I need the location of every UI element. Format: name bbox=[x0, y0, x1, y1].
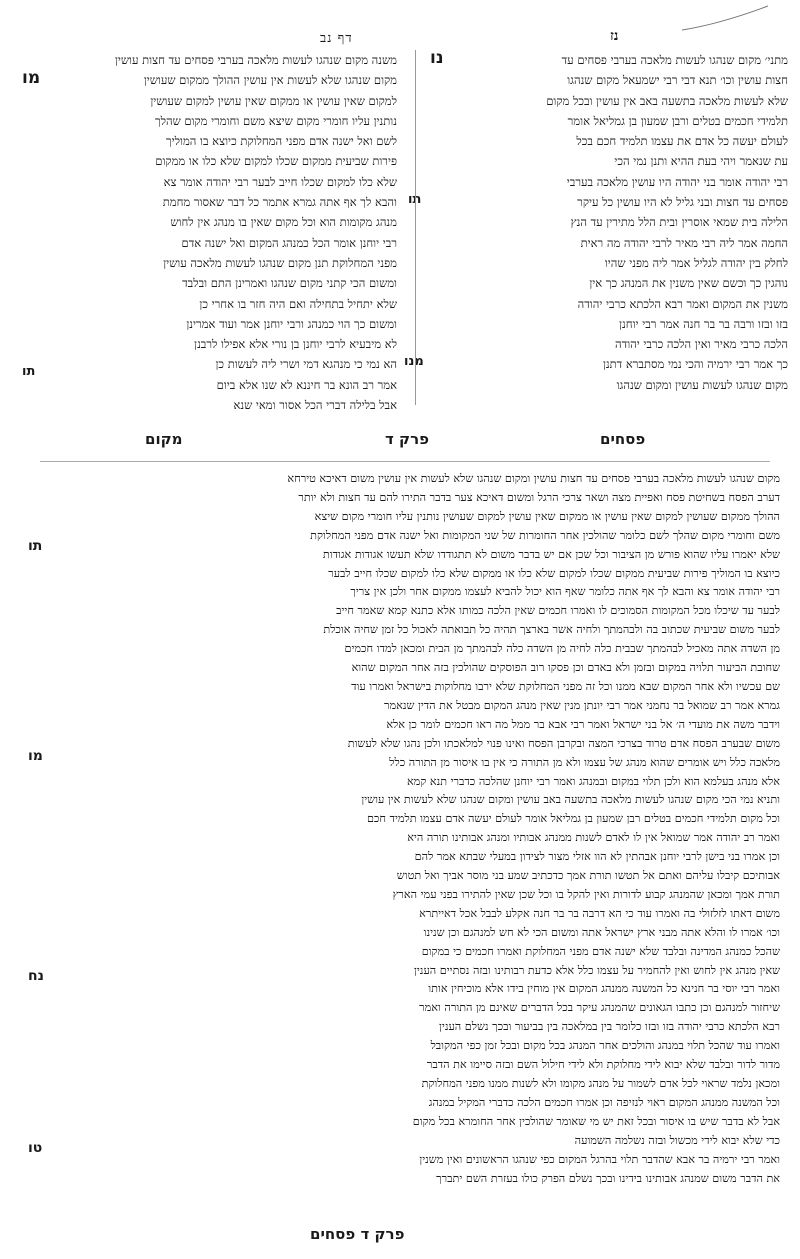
commentary-line: ואמר רבי יוסי בר חנינא כל המשנה ממנהג המקום אין מוחין בידו אלא מוכיחין אותו bbox=[428, 982, 780, 996]
commentary-line: ההולך ממקום שעושין למקום שאין עושין או ממקום שאין עושין למקום שעושין נותנין עליו חומרי מקום שיצא bbox=[314, 509, 780, 523]
section-heading-row bbox=[0, 430, 800, 456]
text-line: הלילה בית שמאי אוסרין ובית הלל מתירין עד הנץ bbox=[570, 215, 788, 230]
commentary-marker-3: נח bbox=[28, 968, 44, 984]
commentary-line: לבער עד שיכלו מכל המקומות הסמוכים לו ואמרו חכמים שאין הלכה כמותו אלא כתנא קמא שאמר חייב bbox=[336, 604, 780, 618]
text-line: מקום שנהגו לעשות עושין ומקום שנהגו bbox=[616, 377, 788, 392]
text-line: ומשום כך הוי כמנהג ורבי יוחנן אמר ועוד אמרינן bbox=[186, 316, 397, 331]
commentary-line: ואמר רב יהודה אמר שמואל אין לו לאדם לשנות ממנהג אבותיו ומנהג אבותינו תורה היא bbox=[407, 831, 780, 845]
commentary-line: את הדבר משום שמנהג אבותינו בידינו ובכך נשלם הפרק כולו בעזרת השם יתברך bbox=[436, 1171, 780, 1185]
text-line: לא מיבעיא לרבי יוחנן בן נורי אלא אפילו לרבנן bbox=[194, 337, 397, 352]
commentary-line: שהכל כמנהג המדינה ובלבד שלא ישנה אדם מפני המחלוקת ואמרו חכמים כי במקום bbox=[421, 944, 780, 958]
commentary-line: תורת אמך ומכאן שהמנהג קבוע לדורות ואין להקל בו וכל שכן שאין להתירו בפני עמי הארץ bbox=[392, 887, 780, 901]
text-line: מתני׳ מקום שנהגו לעשות מלאכה בערבי פסחים עד bbox=[561, 53, 788, 67]
commentary-line: ואמרו עוד שהכל תלוי במנהג והולכים אחר המנהג בכל מקום ובכל זמן כפי המקובל bbox=[430, 1039, 780, 1053]
text-line: אמר רב הונא בר חיננא לא שנו אלא ביום bbox=[216, 377, 397, 392]
commentary-line: מדור לדור ובלבד שלא יבוא לידי מחלוקת ולא לידי חילול השם ובזה סיימו את הדבר bbox=[426, 1058, 780, 1072]
commentary-line: דערב הפסח בשחיטת פסח ואפיית מצה ושאר צרכי הרגל ומשום דאיכא צער בדבר התירו להם עד חצות ולא יותר bbox=[298, 490, 780, 504]
text-line: תלמידי חכמים בטלים ורבן שמעון בן גמליאל אומר bbox=[567, 113, 788, 128]
commentary-line: גמרא אמר רב שמואל בר נחמני אמר רבי יונתן מנין שאין מנהג המקום מבטל את הדין שנאמר bbox=[384, 698, 780, 712]
side-marker-left-bottom: תו bbox=[22, 364, 36, 379]
commentary-line: שחובת הביעור תלויה במקום ובזמן ולא באדם וכן פסקו רוב הפוסקים שהולכין בזה אחר המקום שהוא bbox=[351, 661, 780, 675]
commentary-line: רבא הלכתא כרבי יהודה בזו ובזו כלומר בין במלאכה בין בביעור ובכך נשלם הענין bbox=[439, 1020, 780, 1034]
commentary-line: ותניא נמי הכי מקום שנהגו לעשות מלאכה בתשעה באב עושין ומקום שנהגו שלא לעשות אין עושין bbox=[361, 793, 780, 807]
text-line: לשם ואל ישנה אדם מפני המחלוקת כיוצא בו המוליך bbox=[165, 134, 397, 149]
commentary-line: ואמר רבי ירמיה בר אבא שהדבר תלוי בהרגל המקום כפי שנהגו הראשונים ואין משנין bbox=[419, 1152, 780, 1166]
text-line: החמה אמר ליה רבי מאיר לרבי יהודה מה ראית bbox=[580, 235, 788, 250]
text-line: מפני המחלוקת תנן מקום שנהגו לעשות מלאכה עושין bbox=[163, 255, 397, 270]
side-marker-right-top: תו bbox=[408, 192, 422, 207]
text-line: עת שנאמר ויהי בעת ההיא ותנן נמי הכי bbox=[614, 154, 788, 169]
commentary-line: וכו׳ אמרו לו והלא אתה מבני ארץ ישראל אתה ומשום הכי לא חש למנהגם וכן שנינו bbox=[423, 925, 780, 939]
text-line: למקום שאין עושין או ממקום שאין עושין למקום שעושין bbox=[150, 93, 397, 108]
commentary-line: משום דאתו לזלזולי בה ואמרו עוד כי הא דרבה בר בר חנה אקלע לבבל אכל דאייתרא bbox=[419, 906, 780, 920]
text-line: נותנין עליו חומרי מקום שיצא משם וחומרי מקום שהלך bbox=[154, 113, 397, 128]
commentary-line: ומכאן נלמד שראוי לכל אדם לשמור על מנהג מקומו ולא לשנות ממנו מפני המחלוקת bbox=[421, 1077, 780, 1090]
commentary-line: כיוצא בו המוליך פירות שביעית ממקום שכלו למקום שלא כלו או ממקום שלא כלו למקום שכלו חייב לבער bbox=[328, 566, 780, 580]
commentary-line: משום שבערב הפסח אדם טרוד בצרכי המצה ובקרבן הפסח ואינו פנוי למלאכתו ולכן נהגו שלא לעשות bbox=[347, 736, 780, 750]
commentary-line: מן השדה אתה מאכיל לבהמתך שבבית כלה לחיה מן השדה כלה לבהמתך מן הבית ומכאן למדו חכמים bbox=[344, 642, 780, 656]
commentary-line: שם עכשיו ולא אחר המקום שבא ממנו וכל זה מפני המחלוקת שלא ירבו מחלוקות בישראל ואמרו עוד bbox=[351, 679, 780, 693]
text-line: שלא כלו למקום שכלו חייב לבער רבי יהודה אומר צא bbox=[163, 174, 397, 189]
commentary-line: שיחזור למנהגם וכן כתבו הגאונים שהמנהג עיקר בכל הדברים שאינם מן התורה ואמר bbox=[419, 1001, 780, 1015]
text-line: והבא לך אף אתה גמרא אתמר כל דבר שאסור מחמת bbox=[162, 195, 397, 210]
commentary-line: וידבר משה את מועדי ה׳ אל בני ישראל ואמר רבי אבא בר ממל מה ראו חכמים לומר כן אלא bbox=[386, 717, 780, 731]
main-text-right-column bbox=[433, 50, 788, 410]
text-line: רבי יהודה אומר בני יהודה היו עושין מלאכה בערבי bbox=[566, 174, 788, 189]
commentary-line: לבער משום שביעית שכתוב בה ולבהמתך ולחיה אשר בארצך תהיה כל תבואתה לאכול כל זמן שחיה אוכלת bbox=[323, 623, 780, 637]
commentary-line: אבותיכם קיבלו עליהם ואתם אל תטשו תורת אמך כדכתיב שמע בני מוסר אביך ואל תטוש bbox=[396, 869, 780, 883]
commentary-line: שאין מנהג אין לחוש ואין להחמיר על עצמו כלל אלא כדעת רבותינו ובזה נסתיים הענין bbox=[414, 963, 780, 977]
commentary-block bbox=[45, 470, 780, 1230]
footer-title: פרק ד פסחים bbox=[310, 1225, 405, 1243]
commentary-line: כדי שלא יבוא לידי מכשול ובזה נשלמה השמועה bbox=[574, 1133, 780, 1147]
commentary-line: וכל המשנה ממנהג המקום ראוי לנזיפה וכן אמרו חכמים הלכה כדברי המקיל במנהג bbox=[428, 1095, 780, 1109]
commentary-line: מלאכה כלל ויש אומרים שהוא מנהג של עצמו ולא מן התורה כי אין בו איסור מן התורה כלל bbox=[389, 755, 780, 769]
text-line: כך אמר רבי ירמיה והכי נמי מסתברא דתנן bbox=[603, 357, 788, 372]
running-head: דף נב bbox=[320, 31, 353, 46]
text-line: בזו ובזו ורבה בר בר חנה אמר רבי יוחנן bbox=[619, 316, 788, 331]
text-line: פירות שביעית ממקום שכלו למקום שלא כלו או ממקום bbox=[155, 154, 397, 169]
page-number: נז bbox=[610, 28, 619, 44]
text-line: מנהג מקומות הוא וכל מקום שאין בו מנהג אין לחוש bbox=[170, 215, 397, 230]
text-line: משנה מקום שנהגו לעשות מלאכה בערבי פסחים עד חצות עושין bbox=[114, 53, 397, 67]
text-line: אבל בלילה דברי הכל אסור ומאי שנא bbox=[233, 398, 397, 410]
text-line: הלכה כרבי מאיר ואין הלכה כרבי יהודה bbox=[615, 337, 788, 352]
side-marker-left: מו bbox=[22, 68, 41, 88]
commentary-line: משם וחומרי מקום שהלך לשם כלומר שהולכין אחר החומרות של שני המקומות ואל ישנה אדם מפני המחלוקת bbox=[310, 528, 780, 542]
column-divider bbox=[415, 50, 416, 405]
text-line: משנין את המקום ואמר רבא הלכתא כרבי יהודה bbox=[577, 296, 788, 311]
commentary-line: רבי יהודה אומר צא והבא לך אף אתה כלומר שאף הוא יכול להביא לעצמו ממקום אחר ולכן אין צריך bbox=[350, 585, 780, 599]
section-heading-left: מקום bbox=[145, 430, 183, 448]
side-marker-right-bottom: מנו bbox=[404, 354, 424, 369]
text-line: הא נמי כי מנהגא דמי ושרי ליה לעשות כן bbox=[215, 357, 397, 372]
text-line: חצות עושין וכו׳ תנא דבי רבי ישמעאל מקום שנהגו bbox=[567, 73, 788, 88]
text-line: לחלק בין יהודה לגליל אמר ליה מפני שהיו bbox=[604, 255, 788, 270]
text-line: שלא יתחיל בתחילה ואם היה חזר בו אחרי כן bbox=[199, 296, 397, 311]
lemma-marker: נו bbox=[430, 48, 444, 68]
main-text-left-column bbox=[50, 50, 397, 410]
corner-ornament bbox=[680, 4, 770, 32]
text-line: רבי יוחנן אומר הכל כמנהג המקום ואל ישנה אדם bbox=[181, 235, 397, 250]
commentary-line: מקום שנהגו לעשות מלאכה בערבי פסחים עד חצות עושין ומקום שנהגו שלא לעשות אין עושין משום דאיכא טירחא bbox=[287, 472, 780, 485]
commentary-line: אלא מנהג בעלמא הוא ולכן תלוי במקום ובמנהג ואמר רבי יוחנן שהלכה כדברי תנא קמא bbox=[406, 774, 780, 788]
text-line: ומשום הכי קתני מקום שנהגו ואמרינן התם ובלבד bbox=[182, 276, 397, 291]
commentary-line: וכל מקום תלמידי חכמים בטלים רבן שמעון בן גמליאל אומר לעולם יעשה אדם עצמו תלמיד חכם bbox=[366, 812, 780, 826]
commentary-line: וכן אמרו בני בישן לרבי יוחנן אבהתין לא הוו אזלי מצור לצידון במעלי שבתא אמר להם bbox=[414, 850, 780, 864]
text-line: מקום שנהגו שלא לעשות אין עושין ההולך ממקום שעושין bbox=[143, 73, 397, 88]
section-heading-center: פרק ד bbox=[385, 430, 429, 448]
text-line: לעולם יעשה כל אדם את עצמו תלמיד חכם בכל bbox=[576, 134, 788, 149]
commentary-marker-4: טו bbox=[28, 1140, 43, 1156]
commentary-line: שלא יאמרו עליו שהוא פורש מן הציבור וכל שכן אם יש בדבר משום לא תתגודדו שלא תעשו אגודות אגודות bbox=[322, 547, 780, 561]
text-line: נוהגין כך וכשם שאין משנין את המנהג כך אין bbox=[589, 276, 788, 291]
section-heading-right: פסחים bbox=[600, 430, 646, 448]
text-line: פסחים עד חצות ובני גליל לא היו עושין כל עיקר bbox=[577, 195, 788, 210]
text-line: שלא לעשות מלאכה בתשעה באב אין עושין ובכל מקום bbox=[546, 93, 788, 108]
commentary-line: אבל לא בדבר שיש בו איסור ובכל זאת יש מי שאומר שהולכין אחר החומרא בכל מקום bbox=[412, 1114, 780, 1128]
heading-rule bbox=[40, 461, 770, 462]
commentary-marker-1: תו bbox=[28, 538, 43, 554]
commentary-marker-2: מו bbox=[28, 748, 43, 764]
